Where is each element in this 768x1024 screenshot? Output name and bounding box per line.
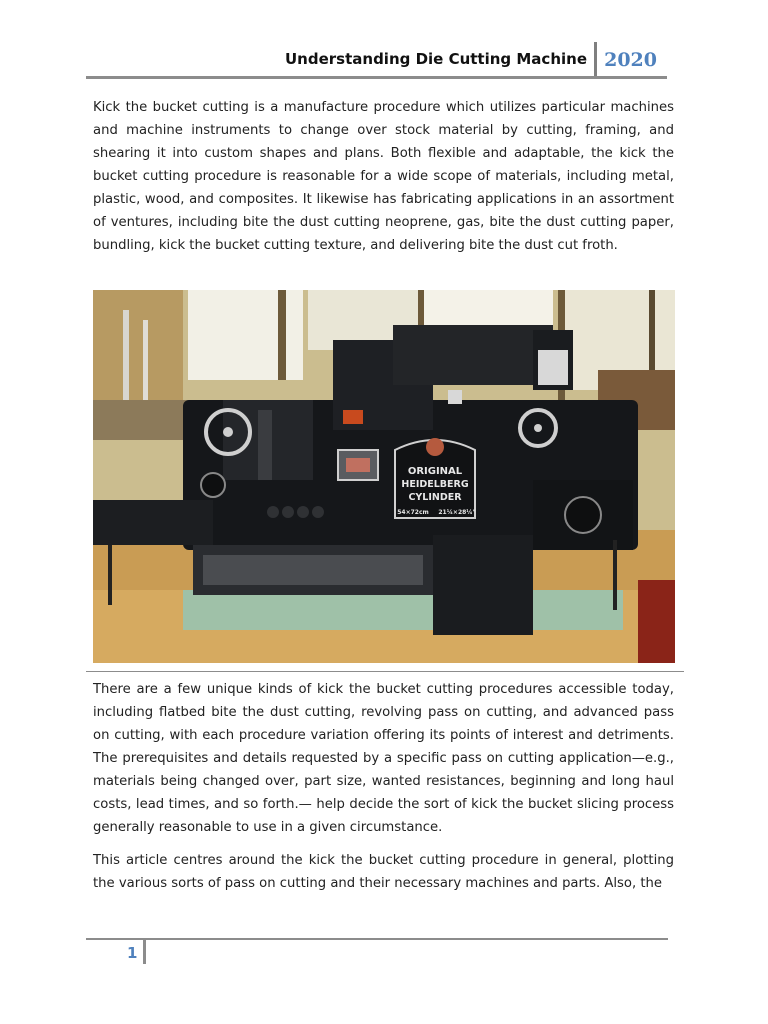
- plate-line1: ORIGINAL: [407, 466, 463, 477]
- paragraph-types: There are a few unique kinds of kick the bucket cutting procedures accessible today, including flatbed bite the dust cutting, revolving pass on cutting, and advanced pass on cutting, with each procedure variation offering its points of interest and detriments. The prerequisites and details requested by a specific pass on cutting application—e.g., materials being changed over, part size, wanted resistances, beginning and long haul costs, lead times, and so forth.— help decide the sort of kick the bucket slicing process generally reasonable to use in a given circumstance.: [93, 682, 674, 835]
- header-title: Understanding Die Cutting Machine: [285, 50, 587, 68]
- header-rule: [86, 76, 667, 79]
- machine-photo: [93, 290, 675, 663]
- header-year: 2020: [604, 49, 657, 71]
- page-number: 1: [127, 944, 138, 962]
- footer-rule: [86, 938, 668, 940]
- plate-line2: HEIDELBERG: [401, 479, 469, 490]
- header-separator: [594, 42, 597, 78]
- plate-line3: CYLINDER: [408, 492, 462, 503]
- photo-rule: [86, 671, 684, 672]
- paragraph-article: This article centres around the kick the bucket cutting procedure in general, plotting the various sorts of pass on cutting and their necessary machines and parts. Also, the: [93, 853, 674, 891]
- plate-right: 21¼×28¼": [438, 509, 476, 516]
- page-header: [86, 42, 667, 78]
- paragraph-intro: Kick the bucket cutting is a manufacture procedure which utilizes particular machines and machine instruments to change over stock material by cutting, framing, and shearing it into custom shapes and plans. Both flexible and adaptable, the kick the bucket cutting procedure is reasonable for a wide scope of materials, including metal, plastic, wood, and composites. It likewise has fabricating applications in an assortment of ventures, including bite the dust cutting neoprene, gas, bite the dust cutting paper, bundling, kick the bucket cutting texture, and delivering bite the dust cut froth.: [93, 100, 674, 253]
- footer-separator: [143, 940, 146, 964]
- plate-left: 54×72cm: [397, 509, 429, 516]
